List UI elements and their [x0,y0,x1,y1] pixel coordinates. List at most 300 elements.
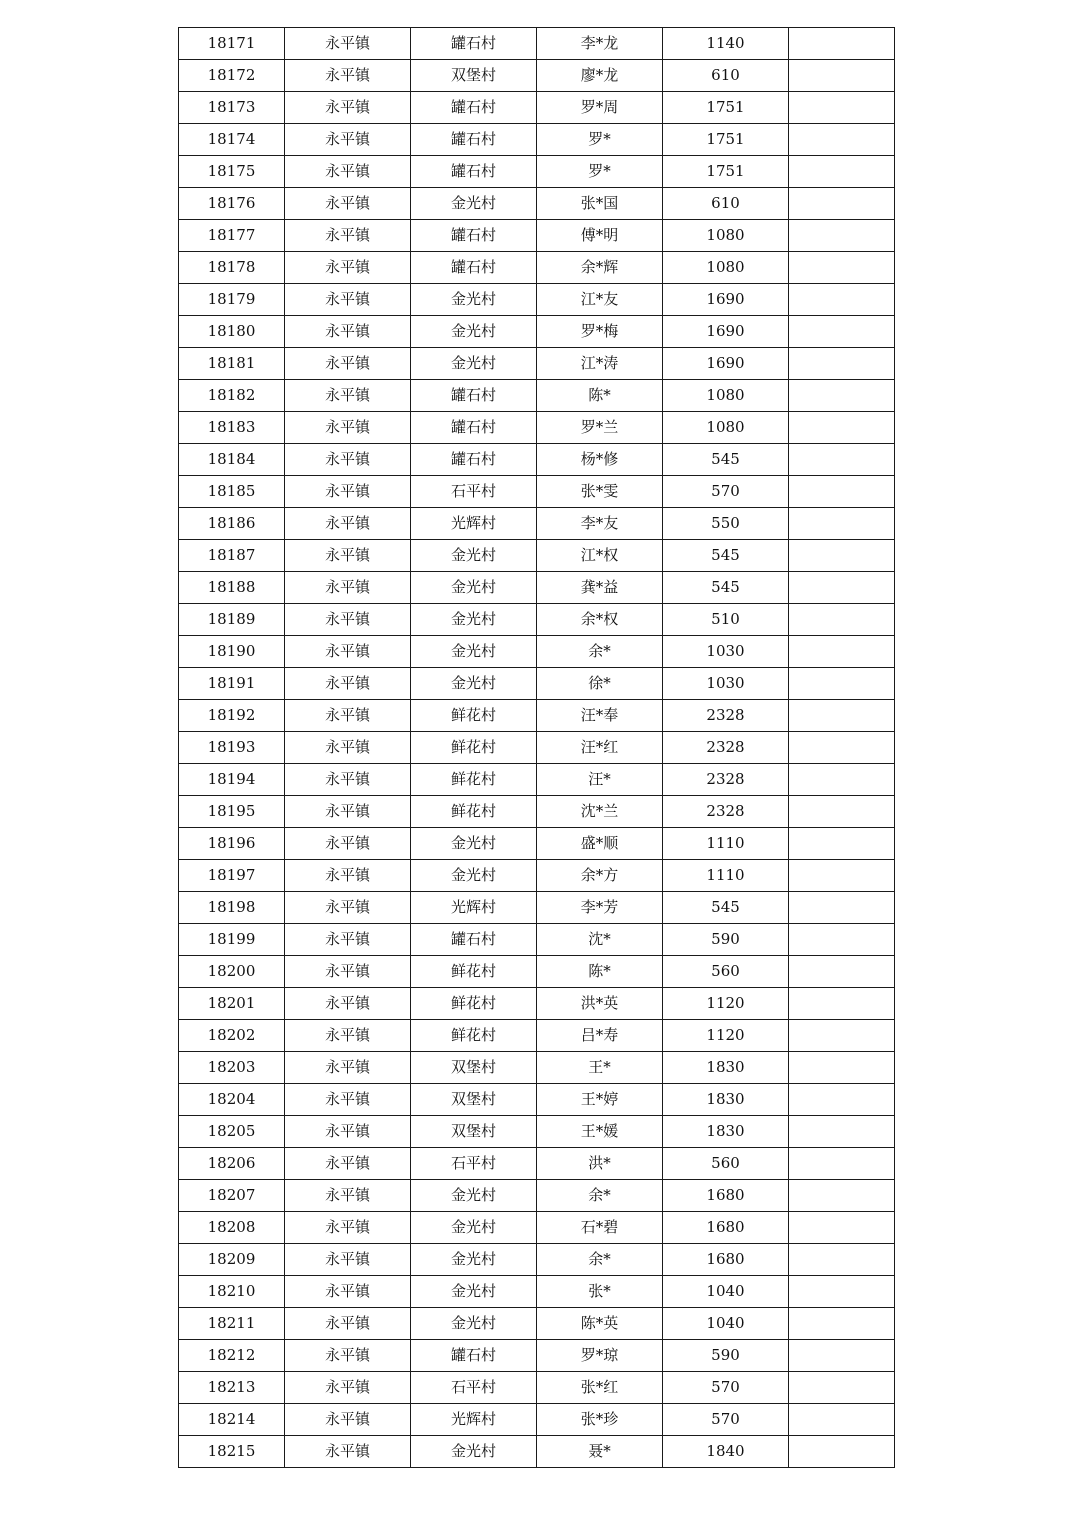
cell-amount: 1751 [663,92,789,124]
cell-name: 张*红 [537,1372,663,1404]
cell-town: 永平镇 [285,924,411,956]
cell-name: 王*婷 [537,1084,663,1116]
table-row [179,28,895,60]
cell-name: 汪*红 [537,732,663,764]
cell-town: 永平镇 [285,444,411,476]
cell-village: 金光村 [411,1244,537,1276]
cell-town: 永平镇 [285,1436,411,1468]
cell-village: 金光村 [411,636,537,668]
cell-amount: 590 [663,924,789,956]
cell-name: 汪*奉 [537,700,663,732]
cell-name: 王*媛 [537,1116,663,1148]
cell-note [789,1276,895,1308]
table-row [179,540,895,572]
table-row [179,988,895,1020]
cell-name: 李*龙 [537,28,663,60]
cell-amount: 610 [663,60,789,92]
cell-name: 沈* [537,924,663,956]
table-row [179,1180,895,1212]
cell-amount: 1120 [663,988,789,1020]
cell-village: 金光村 [411,828,537,860]
cell-amount: 1680 [663,1180,789,1212]
table-row [179,796,895,828]
cell-note [789,572,895,604]
cell-record-id: 18172 [179,60,285,92]
cell-town: 永平镇 [285,668,411,700]
cell-amount: 1680 [663,1244,789,1276]
cell-village: 罐石村 [411,92,537,124]
cell-record-id: 18207 [179,1180,285,1212]
data-table [178,27,895,1468]
cell-village: 光辉村 [411,508,537,540]
cell-amount: 1830 [663,1084,789,1116]
cell-record-id: 18200 [179,956,285,988]
cell-amount: 2328 [663,700,789,732]
cell-record-id: 18176 [179,188,285,220]
cell-town: 永平镇 [285,412,411,444]
cell-record-id: 18182 [179,380,285,412]
cell-record-id: 18191 [179,668,285,700]
table-row [179,1244,895,1276]
cell-town: 永平镇 [285,1308,411,1340]
cell-name: 罗*兰 [537,412,663,444]
cell-record-id: 18173 [179,92,285,124]
cell-record-id: 18189 [179,604,285,636]
cell-amount: 1690 [663,284,789,316]
cell-amount: 1120 [663,1020,789,1052]
cell-record-id: 18210 [179,1276,285,1308]
cell-record-id: 18198 [179,892,285,924]
cell-name: 杨*修 [537,444,663,476]
cell-town: 永平镇 [285,156,411,188]
cell-record-id: 18213 [179,1372,285,1404]
table-row [179,572,895,604]
cell-village: 金光村 [411,1180,537,1212]
cell-note [789,1116,895,1148]
cell-note [789,508,895,540]
cell-village: 鲜花村 [411,956,537,988]
table-row [179,252,895,284]
cell-note [789,860,895,892]
cell-name: 余*权 [537,604,663,636]
cell-town: 永平镇 [285,636,411,668]
table-row [179,92,895,124]
cell-town: 永平镇 [285,1084,411,1116]
table-row [179,1276,895,1308]
cell-record-id: 18186 [179,508,285,540]
cell-town: 永平镇 [285,540,411,572]
cell-village: 罐石村 [411,28,537,60]
table-row [179,1308,895,1340]
cell-note [789,1084,895,1116]
table-row [179,636,895,668]
cell-note [789,636,895,668]
cell-name: 余* [537,636,663,668]
cell-note [789,476,895,508]
cell-amount: 610 [663,188,789,220]
cell-village: 鲜花村 [411,732,537,764]
cell-town: 永平镇 [285,220,411,252]
cell-village: 光辉村 [411,892,537,924]
cell-note [789,348,895,380]
cell-town: 永平镇 [285,1116,411,1148]
cell-record-id: 18174 [179,124,285,156]
cell-note [789,1052,895,1084]
cell-name: 罗* [537,124,663,156]
cell-record-id: 18181 [179,348,285,380]
cell-village: 鲜花村 [411,796,537,828]
cell-village: 石平村 [411,476,537,508]
cell-note [789,188,895,220]
cell-record-id: 18209 [179,1244,285,1276]
cell-name: 洪* [537,1148,663,1180]
cell-town: 永平镇 [285,28,411,60]
cell-note [789,1308,895,1340]
cell-amount: 1840 [663,1436,789,1468]
cell-name: 张* [537,1276,663,1308]
cell-name: 傅*明 [537,220,663,252]
table-row [179,1212,895,1244]
cell-name: 罗* [537,156,663,188]
table-row [179,476,895,508]
cell-village: 金光村 [411,284,537,316]
cell-village: 金光村 [411,1212,537,1244]
cell-record-id: 18206 [179,1148,285,1180]
cell-name: 汪* [537,764,663,796]
cell-village: 金光村 [411,1276,537,1308]
cell-name: 李*友 [537,508,663,540]
cell-name: 张*雯 [537,476,663,508]
table-row [179,380,895,412]
cell-record-id: 18180 [179,316,285,348]
cell-name: 罗*梅 [537,316,663,348]
cell-town: 永平镇 [285,124,411,156]
cell-name: 江*权 [537,540,663,572]
cell-note [789,316,895,348]
cell-record-id: 18215 [179,1436,285,1468]
cell-town: 永平镇 [285,1340,411,1372]
cell-name: 张*珍 [537,1404,663,1436]
cell-village: 金光村 [411,860,537,892]
cell-note [789,1244,895,1276]
cell-town: 永平镇 [285,860,411,892]
cell-name: 廖*龙 [537,60,663,92]
cell-amount: 1040 [663,1276,789,1308]
cell-name: 余*辉 [537,252,663,284]
cell-village: 石平村 [411,1148,537,1180]
cell-amount: 1030 [663,668,789,700]
cell-record-id: 18187 [179,540,285,572]
cell-town: 永平镇 [285,828,411,860]
table-row [179,156,895,188]
cell-name: 李*芳 [537,892,663,924]
table-row [179,1340,895,1372]
cell-amount: 570 [663,1372,789,1404]
cell-village: 双堡村 [411,1052,537,1084]
cell-amount: 1751 [663,156,789,188]
cell-amount: 590 [663,1340,789,1372]
cell-town: 永平镇 [285,1404,411,1436]
cell-note [789,444,895,476]
cell-village: 金光村 [411,604,537,636]
cell-record-id: 18195 [179,796,285,828]
cell-note [789,604,895,636]
cell-village: 金光村 [411,572,537,604]
cell-town: 永平镇 [285,1180,411,1212]
cell-name: 聂* [537,1436,663,1468]
cell-record-id: 18179 [179,284,285,316]
cell-amount: 1751 [663,124,789,156]
cell-record-id: 18203 [179,1052,285,1084]
cell-village: 罐石村 [411,124,537,156]
cell-note [789,700,895,732]
cell-amount: 545 [663,540,789,572]
cell-record-id: 18212 [179,1340,285,1372]
cell-village: 双堡村 [411,60,537,92]
cell-village: 金光村 [411,1436,537,1468]
cell-village: 鲜花村 [411,764,537,796]
cell-record-id: 18201 [179,988,285,1020]
table-row [179,508,895,540]
cell-amount: 1080 [663,252,789,284]
cell-amount: 560 [663,956,789,988]
table-row [179,124,895,156]
cell-town: 永平镇 [285,476,411,508]
cell-note [789,1436,895,1468]
cell-record-id: 18185 [179,476,285,508]
cell-amount: 1080 [663,412,789,444]
cell-note [789,284,895,316]
cell-village: 罐石村 [411,412,537,444]
cell-record-id: 18178 [179,252,285,284]
table-row [179,444,895,476]
cell-note [789,1020,895,1052]
table-row [179,1404,895,1436]
table-row [179,1372,895,1404]
table-row [179,956,895,988]
cell-note [789,124,895,156]
cell-note [789,1340,895,1372]
cell-note [789,252,895,284]
cell-name: 石*碧 [537,1212,663,1244]
cell-record-id: 18177 [179,220,285,252]
table-body [179,28,895,1468]
table-row [179,412,895,444]
cell-village: 光辉村 [411,1404,537,1436]
cell-amount: 1110 [663,828,789,860]
cell-village: 罐石村 [411,252,537,284]
cell-town: 永平镇 [285,732,411,764]
cell-village: 金光村 [411,1308,537,1340]
table-row [179,924,895,956]
cell-record-id: 18175 [179,156,285,188]
cell-town: 永平镇 [285,380,411,412]
cell-amount: 550 [663,508,789,540]
cell-note [789,1180,895,1212]
table-row [179,892,895,924]
cell-town: 永平镇 [285,188,411,220]
cell-note [789,988,895,1020]
table-row [179,732,895,764]
cell-record-id: 18190 [179,636,285,668]
cell-town: 永平镇 [285,1244,411,1276]
cell-village: 双堡村 [411,1116,537,1148]
cell-note [789,828,895,860]
cell-amount: 1080 [663,220,789,252]
cell-amount: 560 [663,1148,789,1180]
cell-town: 永平镇 [285,348,411,380]
table-row [179,828,895,860]
cell-record-id: 18205 [179,1116,285,1148]
cell-amount: 1080 [663,380,789,412]
table-row [179,668,895,700]
table-row [179,700,895,732]
cell-village: 罐石村 [411,380,537,412]
cell-record-id: 18183 [179,412,285,444]
cell-name: 江*友 [537,284,663,316]
cell-amount: 1830 [663,1052,789,1084]
cell-town: 永平镇 [285,1020,411,1052]
cell-village: 鲜花村 [411,988,537,1020]
cell-name: 盛*顺 [537,828,663,860]
cell-name: 洪*英 [537,988,663,1020]
cell-town: 永平镇 [285,1148,411,1180]
cell-town: 永平镇 [285,796,411,828]
cell-amount: 1690 [663,348,789,380]
cell-record-id: 18184 [179,444,285,476]
table-row [179,220,895,252]
cell-amount: 2328 [663,732,789,764]
cell-village: 金光村 [411,188,537,220]
cell-village: 金光村 [411,540,537,572]
cell-name: 徐* [537,668,663,700]
cell-record-id: 18197 [179,860,285,892]
cell-town: 永平镇 [285,1212,411,1244]
cell-town: 永平镇 [285,508,411,540]
table-row [179,1148,895,1180]
table-row [179,1020,895,1052]
cell-amount: 570 [663,1404,789,1436]
cell-amount: 1680 [663,1212,789,1244]
cell-note [789,28,895,60]
cell-record-id: 18171 [179,28,285,60]
cell-note [789,540,895,572]
cell-town: 永平镇 [285,60,411,92]
table-row [179,60,895,92]
cell-note [789,956,895,988]
cell-town: 永平镇 [285,892,411,924]
cell-note [789,156,895,188]
table-row [179,1436,895,1468]
cell-note [789,220,895,252]
cell-amount: 1030 [663,636,789,668]
cell-village: 罐石村 [411,220,537,252]
cell-town: 永平镇 [285,572,411,604]
cell-name: 余* [537,1244,663,1276]
cell-record-id: 18208 [179,1212,285,1244]
cell-village: 金光村 [411,316,537,348]
cell-name: 陈*英 [537,1308,663,1340]
cell-record-id: 18204 [179,1084,285,1116]
cell-amount: 570 [663,476,789,508]
cell-record-id: 18193 [179,732,285,764]
cell-village: 罐石村 [411,156,537,188]
cell-name: 余* [537,1180,663,1212]
cell-amount: 1690 [663,316,789,348]
table-row [179,284,895,316]
cell-town: 永平镇 [285,252,411,284]
cell-town: 永平镇 [285,1372,411,1404]
cell-note [789,412,895,444]
cell-amount: 1140 [663,28,789,60]
cell-name: 余*方 [537,860,663,892]
cell-note [789,924,895,956]
cell-amount: 2328 [663,796,789,828]
cell-note [789,1372,895,1404]
cell-name: 陈* [537,380,663,412]
table-row [179,188,895,220]
cell-name: 罗*周 [537,92,663,124]
cell-note [789,380,895,412]
cell-town: 永平镇 [285,1052,411,1084]
cell-note [789,60,895,92]
cell-village: 金光村 [411,348,537,380]
cell-town: 永平镇 [285,700,411,732]
table-row [179,1116,895,1148]
cell-record-id: 18188 [179,572,285,604]
cell-village: 罐石村 [411,1340,537,1372]
cell-note [789,1148,895,1180]
cell-record-id: 18194 [179,764,285,796]
cell-record-id: 18214 [179,1404,285,1436]
cell-village: 双堡村 [411,1084,537,1116]
cell-record-id: 18196 [179,828,285,860]
cell-name: 王* [537,1052,663,1084]
table-row [179,860,895,892]
cell-name: 沈*兰 [537,796,663,828]
cell-name: 张*国 [537,188,663,220]
cell-town: 永平镇 [285,604,411,636]
cell-note [789,668,895,700]
cell-amount: 510 [663,604,789,636]
cell-amount: 545 [663,444,789,476]
cell-town: 永平镇 [285,284,411,316]
cell-village: 金光村 [411,668,537,700]
cell-note [789,796,895,828]
cell-amount: 1110 [663,860,789,892]
cell-note [789,732,895,764]
cell-town: 永平镇 [285,764,411,796]
table-row [179,1052,895,1084]
table-row [179,764,895,796]
cell-record-id: 18211 [179,1308,285,1340]
cell-record-id: 18199 [179,924,285,956]
cell-name: 陈* [537,956,663,988]
cell-name: 江*涛 [537,348,663,380]
cell-town: 永平镇 [285,92,411,124]
table-row [179,1084,895,1116]
cell-amount: 1830 [663,1116,789,1148]
cell-amount: 545 [663,572,789,604]
cell-amount: 2328 [663,764,789,796]
cell-village: 罐石村 [411,924,537,956]
cell-note [789,1212,895,1244]
cell-name: 龚*益 [537,572,663,604]
cell-name: 吕*寿 [537,1020,663,1052]
cell-amount: 1040 [663,1308,789,1340]
table-row [179,316,895,348]
cell-note [789,764,895,796]
